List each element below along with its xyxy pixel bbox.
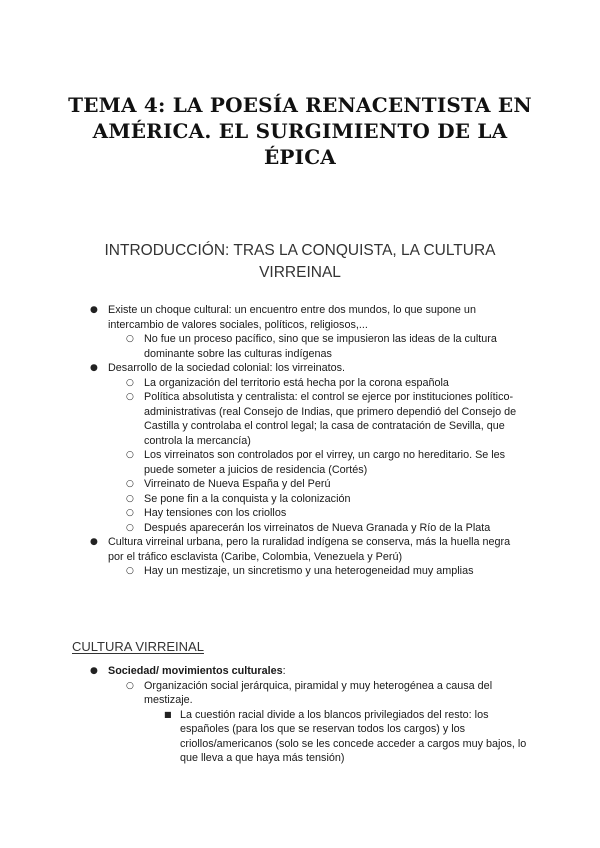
bullet-marker: ● xyxy=(90,305,98,315)
list-item: Cultura virreinal urbana, pero la ruralidad indígena se conserva, más la huella negra por el tráfico esclavista (Caribe, Colombia, Venezuela y Perú) xyxy=(108,536,511,563)
bullet-marker: ○ xyxy=(126,493,134,504)
list-item: No fue un proceso pacífico, sino que se impusieron las ideas de la cultura dominante sobre las culturas indígenas xyxy=(144,333,497,360)
list-item: Después aparecerán los virreinatos de Nueva Granada y Río de la Plata xyxy=(144,521,491,534)
list-item: Los virreinatos son controlados por el virrey, un cargo no hereditario. Se les puede someter a juicios de residencia (Cortés) xyxy=(144,449,506,476)
list-item: Existe un choque cultural: un encuentro entre dos mundos, lo que supone un intercambio de valores sociales, políticos, religiosos,... xyxy=(108,304,476,331)
bullet-marker: ○ xyxy=(126,450,134,460)
bullet-marker: ○ xyxy=(126,522,134,533)
list-item: Hay un mestizaje, un sincretismo y una heterogeneidad muy amplias xyxy=(144,565,474,577)
bullet-marker: ● xyxy=(90,666,98,676)
bullet-marker: ○ xyxy=(126,566,134,576)
list-item: Organización social jerárquica, piramidal y muy heterogénea a causa del mestizaje. xyxy=(144,679,493,706)
list-item xyxy=(108,664,508,679)
document-title: TEMA 4: LA POESÍA RENACENTISTA EN AMÉRICA. EL SURGIMIENTO DE LA ÉPICA xyxy=(68,93,532,169)
list-item: Política absolutista y centralista: el control se ejerce por instituciones político-administrativas (real Consejo de Indias, que primero dependió del Consejo de Castilla y controlaba el control legal; la casa de contratación de Sevilla, que controla la mercancía) xyxy=(144,391,517,447)
list-item: Hay tensiones con los criollos xyxy=(144,507,287,519)
list-item: La cuestión racial divide a los blancos privilegiados del resto: los españoles (para los que se reservan todos los cargos) y los criollos/americanos (solo se les concede acceder a cargos muy bajos, lo que lleva a que haya más tensión) xyxy=(180,708,527,764)
bullet-marker: ○ xyxy=(126,680,134,691)
bullet-marker: ● xyxy=(90,537,98,547)
section-title-intro: INTRODUCCIÓN: TRAS LA CONQUISTA, LA CULTURA VIRREINAL xyxy=(104,242,496,281)
bullet-marker: ○ xyxy=(126,479,134,489)
term-suffix: : xyxy=(282,665,286,677)
bullet-marker: ○ xyxy=(126,392,134,402)
bullet-marker: ○ xyxy=(126,508,134,518)
bullet-marker: ● xyxy=(90,363,98,373)
bullet-marker: ■ xyxy=(164,709,172,719)
list-item: La organización del territorio está hecha por la corona española xyxy=(144,376,449,389)
bullet-marker: ○ xyxy=(126,334,134,344)
section-heading-cultura-virreinal: CULTURA VIRREINAL xyxy=(72,639,204,654)
list-item: Virreinato de Nueva España y del Perú xyxy=(144,478,331,490)
list-item: Desarrollo de la sociedad colonial: los virreinatos. xyxy=(108,362,346,374)
list-item: Se pone fin a la conquista y la colonización xyxy=(144,492,351,505)
bold-term: Sociedad/ movimientos culturales xyxy=(108,665,283,677)
bullet-marker: ○ xyxy=(126,377,134,388)
